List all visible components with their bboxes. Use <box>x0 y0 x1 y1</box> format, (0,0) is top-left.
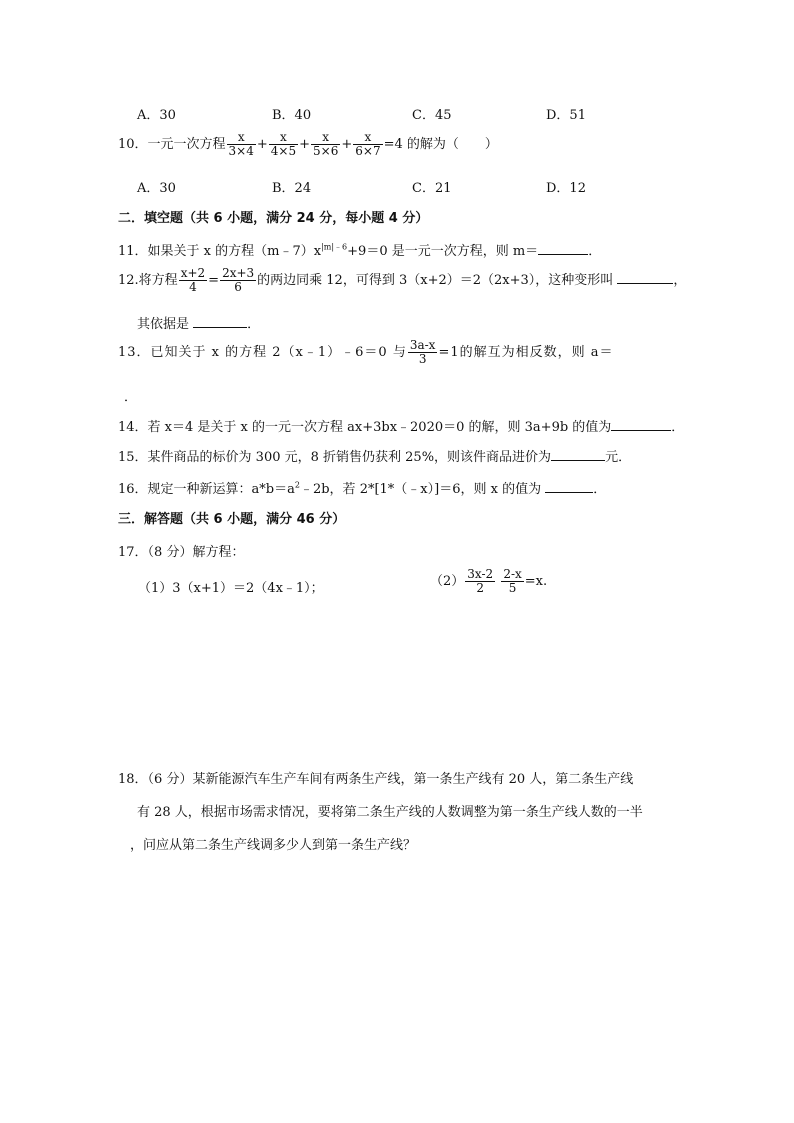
q12-answer-blank-1[interactable] <box>617 271 673 284</box>
q12-fraction-1: $\frac{x+2}{4}$ <box>180 266 206 294</box>
q9-option-b: B．40 <box>272 108 312 123</box>
q10-option-c: C．21 <box>412 181 452 196</box>
q10-fraction-1: $\frac{x}{3\times 4}$ <box>228 130 254 158</box>
question-15: 15．某件商品的标价为 300 元，8 折销售仍获利 25%，则该件商品进价为 元． <box>118 450 632 465</box>
question-17-part-1: （1）3（x+1）＝2（4x﹣1）； <box>138 581 324 596</box>
question-17-title: 17．（8 分）解方程： <box>118 545 245 560</box>
q10-option-b: B．24 <box>272 181 312 196</box>
q9-option-c: C．45 <box>412 108 452 123</box>
q15-answer-blank[interactable] <box>551 448 605 461</box>
section-3-heading: 三．解答题（共 6 小题，满分 46 分） <box>118 512 346 527</box>
q10-fraction-4: $\frac{x}{6\times 7}$ <box>355 130 381 158</box>
q10-option-a: A．30 <box>137 181 176 196</box>
q16-answer-blank[interactable] <box>545 480 593 493</box>
q9-option-a: A．30 <box>137 108 176 123</box>
question-18-line-3: ，问应从第二条生产线调多少人到第一条生产线？ <box>130 838 417 853</box>
q10-option-d: D．12 <box>546 181 586 196</box>
question-18-line-2: 有 28 人，根据市场需求情况，要将第二条生产线的人数调整为第一条生产线人数的一半 <box>137 805 643 820</box>
q17-fraction-1: $\frac{3x-2}{2}$ <box>467 567 494 595</box>
question-14: 14．若 x＝4 是关于 x 的一元一次方程 ax+3bx﹣2020＝0 的解，则 3a+9b 的值为 ． <box>118 420 685 435</box>
q14-answer-blank[interactable] <box>611 418 671 431</box>
question-18-line-1: 18．（6 分）某新能源汽车生产车间有两条生产线，第一条生产线有 20 人，第二条生产线 <box>118 772 634 787</box>
question-13: 13．已知关于 x 的方程 2（x﹣1）﹣6＝0 与 $\frac{3a-x}{3}$ =1的解互为相反数，则 a＝ <box>118 338 614 366</box>
q9-option-d: D．51 <box>546 108 586 123</box>
question-12-line-2: 其依据是 ． <box>137 317 261 332</box>
question-16: 16．规定一种新运算：$a*b=a^2﹣2b$，若 2*[1*（﹣x）]＝6，则 x 的值为 ． <box>118 480 607 497</box>
q10-prefix: 10．一元一次方程 <box>118 137 226 152</box>
question-11: 11．如果关于 x 的方程$(m﹣7)x^{|m|﹣6}+9=0$ 是一元一次方程，则 m＝ ． <box>118 242 602 259</box>
q10-fraction-3: $\frac{x}{5\times 6}$ <box>313 130 339 158</box>
question-13-line-2: ． <box>124 390 138 405</box>
question-10: 10．一元一次方程 $\frac{x}{3\times 4}$ + $\frac{x}{4\times 5}$ + $\frac{x}{5\times 6}$ + $\frac{x}{6\times 7}$ =4 的解为（ ） <box>118 130 498 158</box>
q10-fraction-2: $\frac{x}{4\times 5}$ <box>270 130 297 158</box>
question-17-part-2: （2） $\frac{3x-2}{2}$ $\frac{2-x}{5}$ =x. <box>430 567 548 595</box>
q13-fraction: $\frac{3a-x}{3}$ <box>409 338 436 366</box>
q10-suffix: =4 的解为（ ） <box>383 137 498 152</box>
q12-fraction-2: $\frac{2x+3}{6}$ <box>222 266 255 294</box>
q11-answer-blank[interactable] <box>538 242 588 255</box>
section-2-heading: 二．填空题（共 6 小题，满分 24 分，每小题 4 分） <box>118 211 429 226</box>
question-12: 12.将方程 $\frac{x+2}{4}$ = $\frac{2x+3}{6}$ 的两边同乘 12，可得到 3（x+2）＝2（2x+3），这种变形叫 ， <box>118 266 687 294</box>
q12-answer-blank-2[interactable] <box>193 315 247 328</box>
q17-fraction-2: $\frac{2-x}{5}$ <box>503 567 522 595</box>
